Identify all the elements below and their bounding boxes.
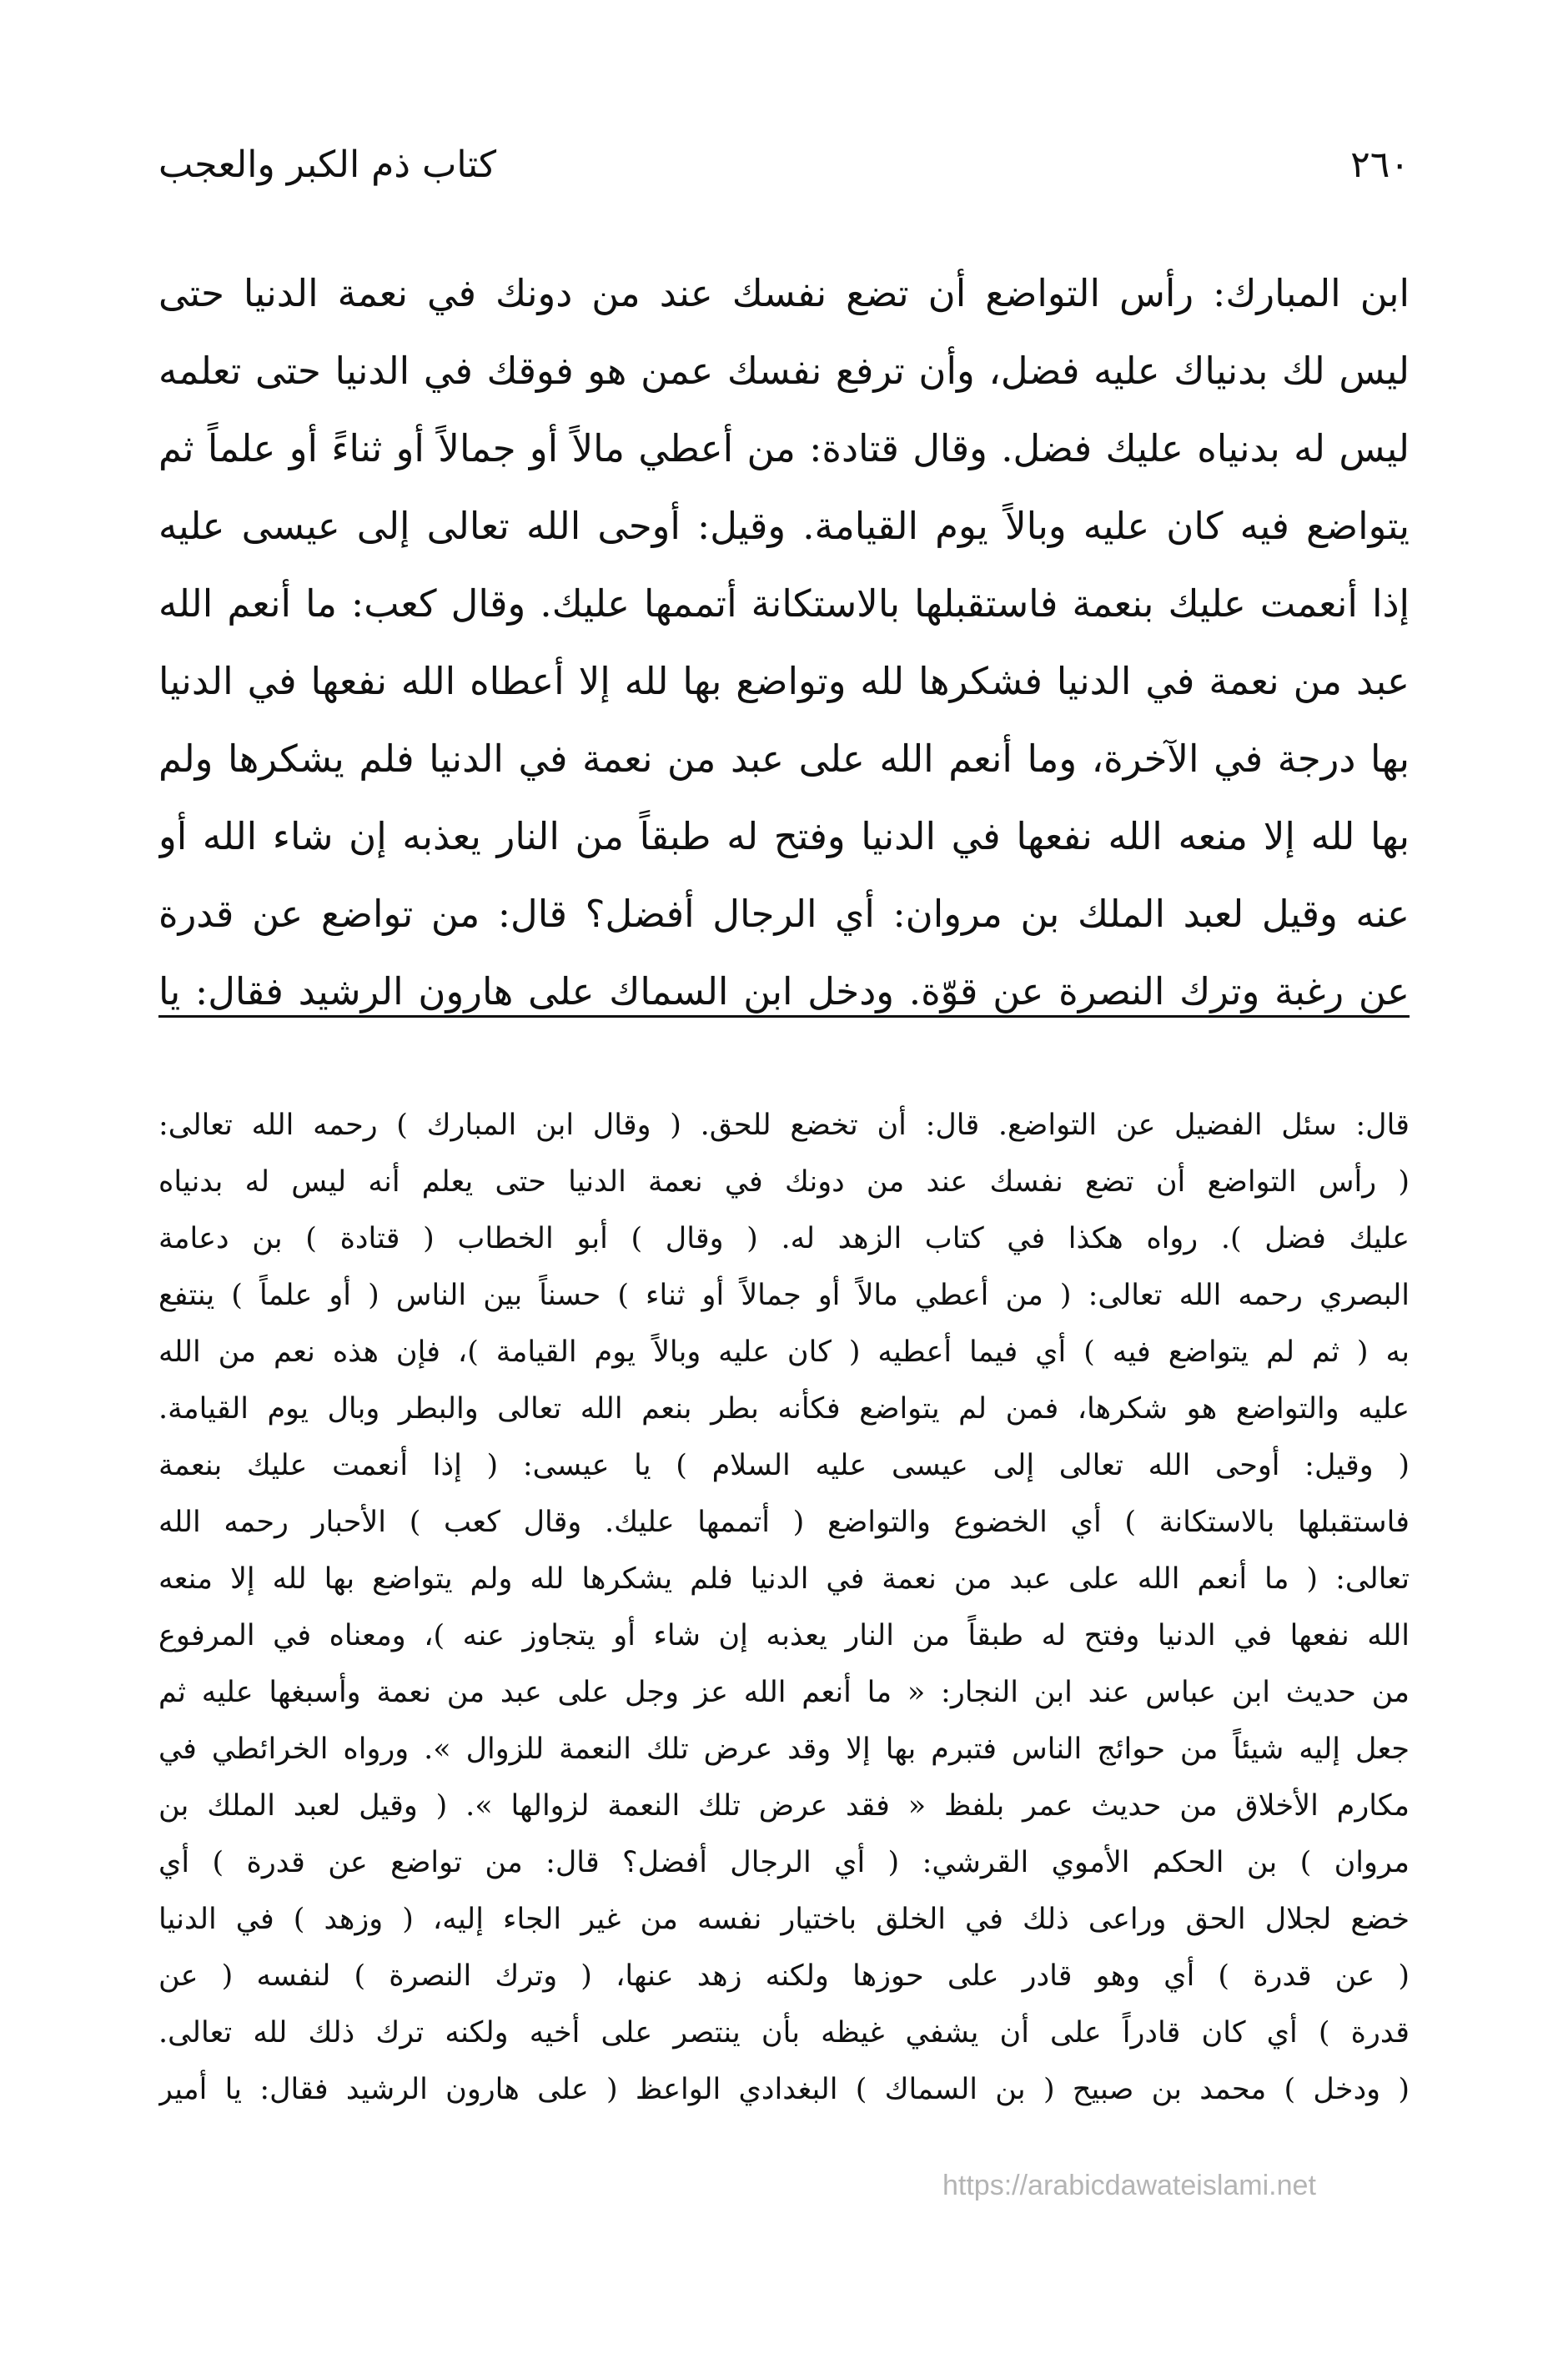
main-text-line: ابن المبارك: رأس التواضع أن تضع نفسك عند من دونك في نعمة الدنيا حتى — [158, 271, 1410, 315]
commentary-line: به ( ثم لم يتواضع فيه ) أي فيما أعطيه ( كان عليه وبالاً يوم القيامة )، فإن هذه نعم من الله — [158, 1335, 1410, 1369]
main-text-line: بها درجة في الآخرة، وما أنعم الله على عبد من نعمة في الدنيا فلم يشكرها ولم — [158, 737, 1410, 781]
commentary-block — [158, 1097, 1410, 2118]
commentary-line: مكارم الأخلاق من حديث عمر بلفظ « فقد عرض تلك النعمة لزوالها ». ( وقيل لعبد الملك بن — [158, 1789, 1410, 1823]
commentary-line: من حديث ابن عباس عند ابن النجار: « ما أنعم الله عز وجل على عبد من نعمة وأسبغها عليه ثم — [158, 1676, 1410, 1709]
separator-rule — [158, 1015, 1410, 1018]
commentary-line: مروان ) بن الحكم الأموي القرشي: ( أي الرجال أفضل؟ قال: من تواضع عن قدرة ) أي — [158, 1846, 1410, 1879]
commentary-line: ( عن قدرة ) أي وهو قادر على حوزها ولكنه زهد عنها، ( وترك النصرة ) لنفسه ( عن — [158, 1959, 1410, 1993]
main-text-line: إذا أنعمت عليك بنعمة فاستقبلها بالاستكانة أتممها عليك. وقال كعب: ما أنعم الله — [158, 581, 1410, 626]
commentary-line: عليك فضل ). رواه هكذا في كتاب الزهد له. ( وقال ) أبو الخطاب ( قتادة ) بن دعامة — [158, 1222, 1410, 1255]
commentary-line: قدرة ) أي كان قادراً على أن يشفي غيظه بأن ينتصر على أخيه ولكنه ترك ذلك لله تعالى. — [158, 2016, 1410, 2050]
main-text-line: عبد من نعمة في الدنيا فشكرها لله وتواضع بها لله إلا أعطاه الله نفعها في الدنيا — [158, 659, 1410, 703]
commentary-line: تعالى: ( ما أنعم الله على عبد من نعمة في الدنيا فلم يشكرها لله ولم يتواضع بها لله إلا منعه — [158, 1562, 1410, 1596]
main-text-line: بها لله إلا منعه الله نفعها في الدنيا وفتح له طبقاً من النار يعذبه إن شاء الله أو — [158, 814, 1410, 858]
commentary-line: فاستقبلها بالاستكانة ) أي الخضوع والتواضع ( أتممها عليك. وقال كعب ) الأحبار رحمه الله — [158, 1506, 1410, 1539]
running-head — [158, 140, 1410, 190]
main-text-line: ليس له بدنياه عليك فضل. وقال قتادة: من أعطي مالاً أو جمالاً أو ثناءً أو علماً ثم — [158, 426, 1410, 470]
main-text-line: عنه وقيل لعبد الملك بن مروان: أي الرجال أفضل؟ قال: من تواضع عن قدرة — [158, 892, 1410, 936]
commentary-line: ( وقيل: أوحى الله تعالى إلى عيسى عليه السلام ) يا عيسى: ( إذا أنعمت عليك بنعمة — [158, 1449, 1410, 1482]
page-number: ٢٦٠ — [1350, 143, 1410, 186]
watermark-url: https://arabicdawateislami.net — [942, 2170, 1316, 2201]
commentary-line: عليه والتواضع هو شكرها، فمن لم يتواضع فكأنه بطر بنعم الله تعالى والبطر وبال يوم القيامة. — [158, 1392, 1410, 1426]
commentary-line: جعل إليه شيئاً من حوائج الناس فتبرم بها إلا وقد عرض تلك النعمة للزوال ». ورواه الخرائطي في — [158, 1733, 1410, 1766]
main-text-line: يتواضع فيه كان عليه وبالاً يوم القيامة. وقيل: أوحى الله تعالى إلى عيسى عليه — [158, 504, 1410, 548]
main-text-line: عن رغبة وترك النصرة عن قوّة. ودخل ابن السماك على هارون الرشيد فقال: يا — [158, 969, 1410, 1014]
main-text-line: ليس لك بدنياك عليه فضل، وأن ترفع نفسك عمن هو فوقك في الدنيا حتى تعلمه — [158, 349, 1410, 393]
commentary-line: ( رأس التواضع أن تضع نفسك عند من دونك في نعمة الدنيا حتى يعلم أنه ليس له بدنياه — [158, 1165, 1410, 1199]
commentary-line: ( ودخل ) محمد بن صبيح ( بن السماك ) البغدادي الواعظ ( على هارون الرشيد فقال: يا أمير — [158, 2073, 1410, 2106]
commentary-line: قال: سئل الفضيل عن التواضع. قال: أن تخضع للحق. ( وقال ابن المبارك ) رحمه الله تعالى: — [158, 1109, 1410, 1142]
commentary-line: خضع لجلال الحق وراعى ذلك في الخلق باختيار نفسه من غير الجاء إليه، ( وزهد ) في الدنيا — [158, 1903, 1410, 1936]
commentary-line: البصري رحمه الله تعالى: ( من أعطي مالاً أو جمالاً أو ثناء ) حسناً بين الناس ( أو علماً ) ينتفع — [158, 1279, 1410, 1312]
commentary-line: الله نفعها في الدنيا وفتح له طبقاً من النار يعذبه إن شاء أو يتجاوز عنه )، ومعناه في المرفوع — [158, 1619, 1410, 1652]
book-title: كتاب ذم الكبر والعجب — [158, 143, 497, 186]
main-text-block — [158, 254, 1410, 1030]
